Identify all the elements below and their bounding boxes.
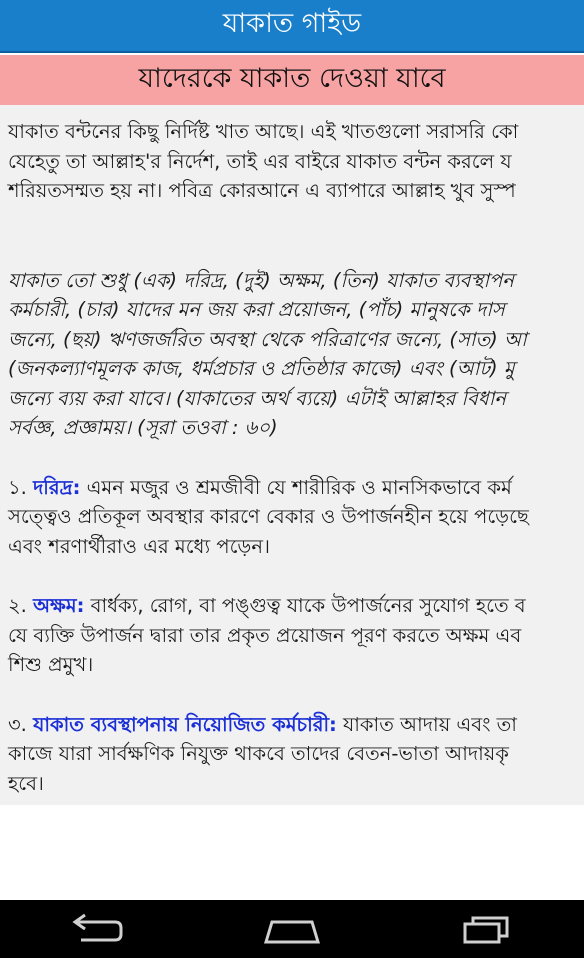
article-body <box>8 117 584 798</box>
item-term: যাকাত ব্যবস্থাপনায় নিয়োজিত কর্মচারী: <box>33 712 337 736</box>
app-title-bar <box>0 0 584 53</box>
recents-button[interactable] <box>442 900 532 958</box>
item-text: সত্ত্বেও প্রতিকূল অবস্থার কারণে বেকার ও উপার্জনহীন হয়ে পড়েছে <box>8 505 529 528</box>
quote-line: (জনকল্যাণমূলক কাজ, ধর্মপ্রচার ও প্রতিষ্ঠার কাজে) এবং (আট) মু <box>8 357 515 380</box>
list-item <box>8 473 584 562</box>
section-header <box>0 55 584 105</box>
list-item <box>8 591 584 680</box>
back-arrow-icon <box>67 912 127 946</box>
item-number: ২. <box>8 594 27 617</box>
quote-line: কর্মচারী, (চার) যাদের মন জয় করা প্রয়োজন, (পাঁচ) মানুষকে দাস <box>8 298 505 321</box>
item-text: যে ব্যক্তি উপার্জন দ্বারা তার প্রকৃত প্রয়োজন পূরণ করতে অক্ষম এব <box>8 623 522 647</box>
list-item <box>8 710 584 799</box>
item-text: এমন মজুর ও শ্রমজীবী যে শারীরিক ও মানসিকভাবে কর্ম <box>86 475 512 499</box>
quote-line: সর্বজ্ঞ, প্রজ্ঞাময়। (সূরা তওবা : ৬০) <box>8 416 278 439</box>
article-content[interactable] <box>0 105 584 805</box>
system-nav-bar <box>0 900 584 958</box>
blank-area <box>0 805 584 900</box>
item-term: অক্ষম: <box>33 594 85 617</box>
quote-line: জন্যে, (ছয়) ঋণজর্জরিত অবস্থা থেকে পরিত্রাণের জন্যে, (সাত) আ <box>8 327 527 351</box>
item-text: হবে। <box>8 771 44 795</box>
section-title: যাদেরকে যাকাত দেওয়া যাবে <box>138 62 446 94</box>
intro-line: যেহেতু তা আল্লাহ'র নির্দেশ, তাই এর বাইরে যাকাত বন্টন করলে য <box>8 149 512 173</box>
home-button[interactable] <box>247 900 337 958</box>
quote-line: যাকাত তো শুধু (এক) দরিদ্র, (দুই) অক্ষম, (তিন) যাকাত ব্যবস্থাপন <box>8 268 514 292</box>
quran-quote <box>8 266 584 443</box>
intro-line: শরিয়তসম্মত হয় না। পবিত্র কোরআনে এ ব্যাপারে আল্লাহ খুব সুস্প <box>8 179 516 202</box>
item-text: কাজে যারা সার্বক্ষণিক নিযুক্ত থাকবে তাদের বেতন-ভাতা আদায়কৃ <box>8 742 509 765</box>
recent-apps-icon <box>457 912 517 946</box>
item-text: বার্ধক্য, রোগ, বা পঙ্গুত্ব যাকে উপার্জনের সুযোগ হতে ব <box>90 594 526 617</box>
intro-line: যাকাত বন্টনের কিছু নির্দিষ্ট খাত আছে। এই খাতগুলো সরাসরি কো <box>8 120 519 143</box>
home-icon <box>262 912 322 946</box>
quote-line: জন্যে ব্যয় করা যাবে। (যাকাতের অর্থ ব্যয়ে) এটাই আল্লাহর বিধান <box>8 386 507 410</box>
item-number: ৩. <box>8 712 27 736</box>
intro-paragraph <box>8 117 584 206</box>
item-term: দরিদ্র: <box>33 475 81 499</box>
item-number: ১. <box>8 475 27 499</box>
item-text: এবং শরণার্থীরাও এর মধ্যে পড়েন। <box>8 534 270 558</box>
app-title: যাকাত গাইড <box>222 8 362 39</box>
back-button[interactable] <box>52 900 142 958</box>
item-text: যাকাত আদায় এবং তা <box>343 712 517 736</box>
item-text: শিশু প্রমুখ। <box>8 653 94 676</box>
